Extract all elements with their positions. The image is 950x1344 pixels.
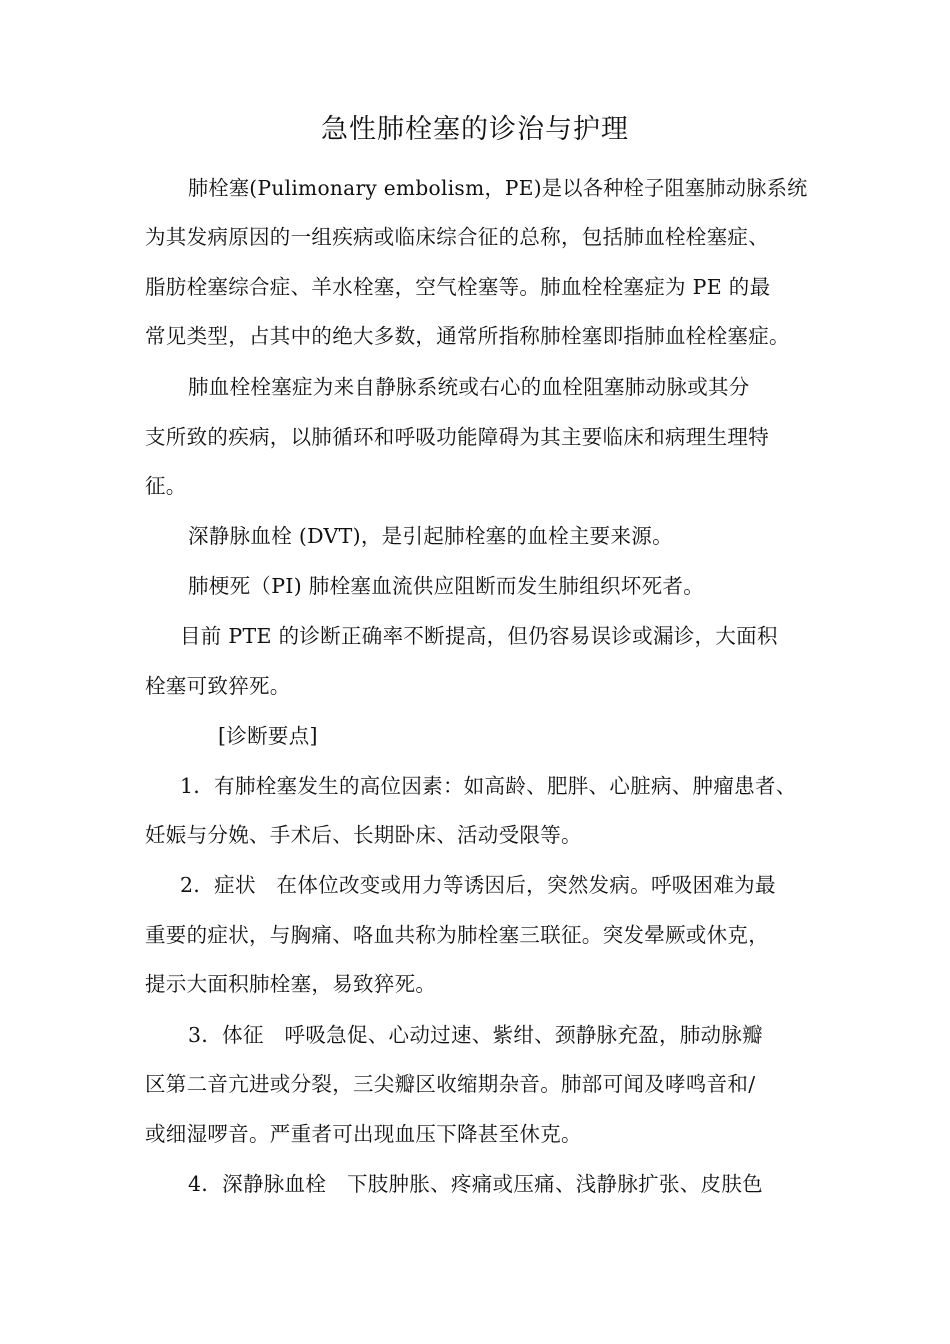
paragraph-line: 为其发病原因的一组疾病或临床综合征的总称，包括肺血栓栓塞症、 <box>145 225 769 249</box>
list-item-line: 1．有肺栓塞发生的高位因素：如高龄、肥胖、心脏病、肿瘤患者、 <box>180 774 797 798</box>
document-title: 急性肺栓塞的诊治与护理 <box>321 114 629 145</box>
list-item-line: 妊娠与分娩、手术后、长期卧床、活动受限等。 <box>145 823 582 847</box>
paragraph-line: 栓塞可致猝死。 <box>145 674 291 698</box>
list-item-line: 提示大面积肺栓塞，易致猝死。 <box>145 972 437 996</box>
paragraph-line: 肺血栓栓塞症为来自静脉系统或右心的血栓阻塞肺动脉或其分 <box>188 375 750 399</box>
paragraph-line: 常见类型，占其中的绝大多数，通常所指称肺栓塞即指肺血栓栓塞症。 <box>145 324 790 348</box>
paragraph-line: 脂肪栓塞综合症、羊水栓塞，空气栓塞等。肺血栓栓塞症为 PE 的最 <box>145 275 771 299</box>
paragraph-line: 目前 PTE 的诊断正确率不断提高，但仍容易误诊或漏诊，大面积 <box>180 624 778 648</box>
list-item-line: 3．体征 呼吸急促、心动过速、紫绀、颈静脉充盈，肺动脉瓣 <box>188 1023 763 1047</box>
paragraph-line: 深静脉血栓 (DVT)，是引起肺栓塞的血栓主要来源。 <box>188 524 673 548</box>
section-heading: [诊断要点] <box>218 724 318 748</box>
paragraph-line: 肺栓塞(Pulimonary embolism，PE)是以各种栓子阻塞肺动脉系统 <box>188 176 808 200</box>
list-item-line: 区第二音亢进或分裂，三尖瓣区收缩期杂音。肺部可闻及哮鸣音和/ <box>145 1072 756 1096</box>
list-item-line: 4．深静脉血栓 下肢肿胀、疼痛或压痛、浅静脉扩张、皮肤色 <box>188 1172 763 1196</box>
paragraph-line: 征。 <box>145 474 187 498</box>
paragraph-line: 肺梗死（PI) 肺栓塞血流供应阻断而发生肺组织坏死者。 <box>188 574 705 598</box>
list-item-line: 重要的症状，与胸痛、咯血共称为肺栓塞三联征。突发晕厥或休克， <box>145 923 769 947</box>
paragraph-line: 支所致的疾病，以肺循环和呼吸功能障碍为其主要临床和病理生理特 <box>145 425 769 449</box>
list-item-line: 2．症状 在体位改变或用力等诱因后，突然发病。呼吸困难为最 <box>180 873 776 897</box>
list-item-line: 或细湿啰音。严重者可出现血压下降甚至休克。 <box>145 1122 582 1146</box>
